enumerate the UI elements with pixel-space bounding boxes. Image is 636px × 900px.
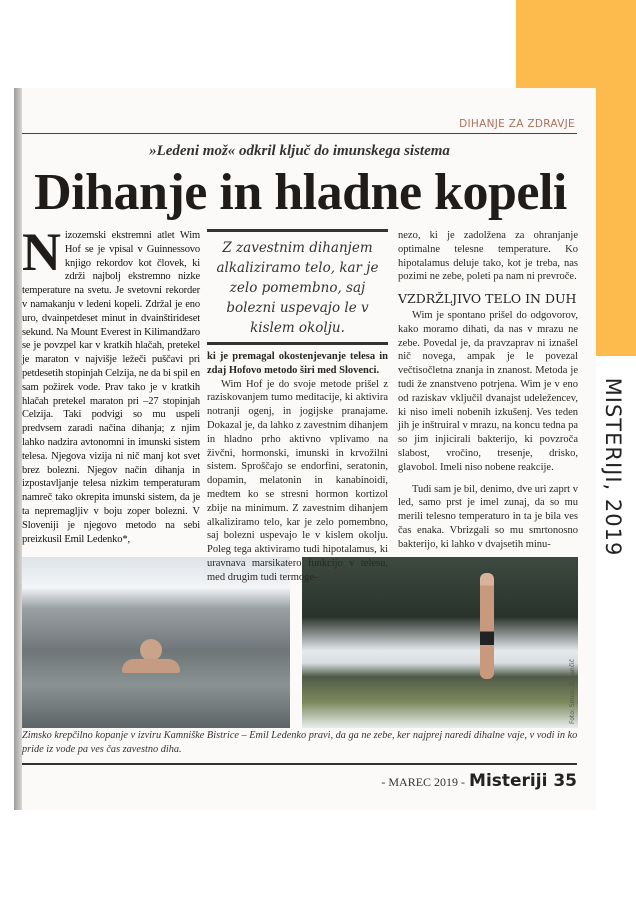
column-2-paragraph: Wim Hof je do svoje metode prišel z raziskovanjem tumo meditacije, ki aktivira notranji ogenj, in jogijske pranajame. Dokazal je, da lahko z zavestnim dihanjem in hladno prho aktivno vplivamo na živčni, hormonski, imunski in krvožilni sistem. Sproščajo se endorfini, seratonin, dopamin, melatonin in kanabinoidi, medtem ko se stresni hormon kortizol zbije na minimum. Z zavestnim dihanjem alkaliziramo telo, kar je zelo pomembno, saj bolezni uspevajo le v kislem okolju. Poleg tega aktiviramo tudi hipotalamus, ki uravnava marsikatero funkcijo v telesu, med drugim tudi termoge- [207, 378, 388, 583]
article-title: Dihanje in hladne kopeli [34, 164, 567, 221]
side-label [593, 377, 625, 560]
side-label-text: MISTERIJI, 2019 [601, 377, 625, 557]
subheading: VZDRŽLJIVO TELO IN DUH [398, 291, 577, 307]
footer-date: - MAREC 2019 - [381, 775, 466, 789]
column-1 [22, 222, 200, 546]
swimmer-shoulders [122, 659, 180, 673]
column-2-lead: ki je premagal okostenjevanje telesa in zdaj Hofovo metodo širi med Slovenci. [207, 351, 388, 376]
photo-caption: Zimsko krepčilno kopanje v izviru Kamniške Bistrice – Emil Ledenko pravi, da ga ne zebe, ker najprej naredi dihalne vaje, v vodi in ko pride iz vode pa ves čas zavestno diha. [22, 730, 578, 755]
column-2 [207, 229, 388, 585]
pull-quote: Z zavestnim dihanjem alkaliziramo telo, kar je zelo pomembno, saj bolezni uspevajo le v kislem okolju. [207, 229, 388, 345]
kicker: »Ledeni mož« odkril ključ do imunskega sistema [149, 143, 450, 159]
dropcap: N [22, 222, 61, 282]
page-footer [300, 771, 577, 791]
swimmer-head [140, 639, 162, 661]
column-1-text: izozemski ekstremni atlet Wim Hof se je vpisal v Guinnessovo knjigo rekordov kot človek, ki zdrži najbolj ekstremno nizke temperature na svetu. Je svetovni rekorder v namakanju v ledeni kopeli. Zdržal je eno uro, dvainpetdeset minut in dvainštirideset sekund. Na Mount Everest in Kilimandžaro se je povzpel kar v kratkih hlačah, pretekel je maraton v najvišje ležeči puščavi pri petdesetih stopinjah Celzija, ne da bi spil en sam požirek vode. Prav tako je v kratkih hlačah pretekel maraton pri –27 stopinjah Celzija. Taki podvigi so mu uspeli predvsem zaradi načina dihanja; z njim lahko nadzira avtonomni in imunski sistem telesa. Njegova vizija ni nič manj kot svet brez bolezni. Njegov način dihanja in izpostavljanje telesa nizkim temperaturam namreč tako okrepita imunski sistem, da je ta nepremagljiv v boju zoper bolezni. V Sloveniji je njegovo metodo na sebi preizkusil Emil Ledenko*, [22, 230, 200, 545]
footer-brand-page: Misteriji 35 [469, 771, 577, 791]
column-3-continuation: nezo, ki je zadolžena za ohranjanje optimalne telesne temperature. Ko hipotalamus deluje tako, kot je treba, nas pozimi ne zebe, poleti pa nam ni prevroče. [398, 230, 578, 283]
column-3 [398, 229, 578, 552]
section-label: DIHANJE ZA ZDRAVJE [459, 118, 575, 130]
header-rule [22, 133, 577, 134]
column-3-paragraph-1: Wim je spontano prišel do odgovorov, kako moramo dihati, da nas v mrazu ne zebe. Povedal je, da pravzaprav ni iznašel nič novega, ampak je le povezal večtisočletna znanja in znanost. Metoda je tudi že znanstveno potrjena. Wim je v eno od raziskav vključil dvanajst udeležencev, ki niso imeli nobenih izkušenj. Ves teden jih je inštruiral v mrazu, na koncu tedna pa so jim injicirali bakterijo, ki povzroča slabost, vročino, tresenje, drisko, glavobol. Imeli niso nobene reakcije. [398, 309, 578, 473]
footer-rule [22, 763, 577, 765]
photo-credit: Foto: Simon Zupančič [569, 658, 576, 724]
column-3-paragraph-2: Tudi sam je bil, denimo, dve uri zaprt v led, samo prst je imel zunaj, da so mu merili telesno temperaturo in ta je bila ves čas enaka. Vbrizgali so mu smrtonosno bakterijo, ki lahko v dvajsetih minu- [398, 483, 578, 550]
man-figure [480, 573, 494, 679]
